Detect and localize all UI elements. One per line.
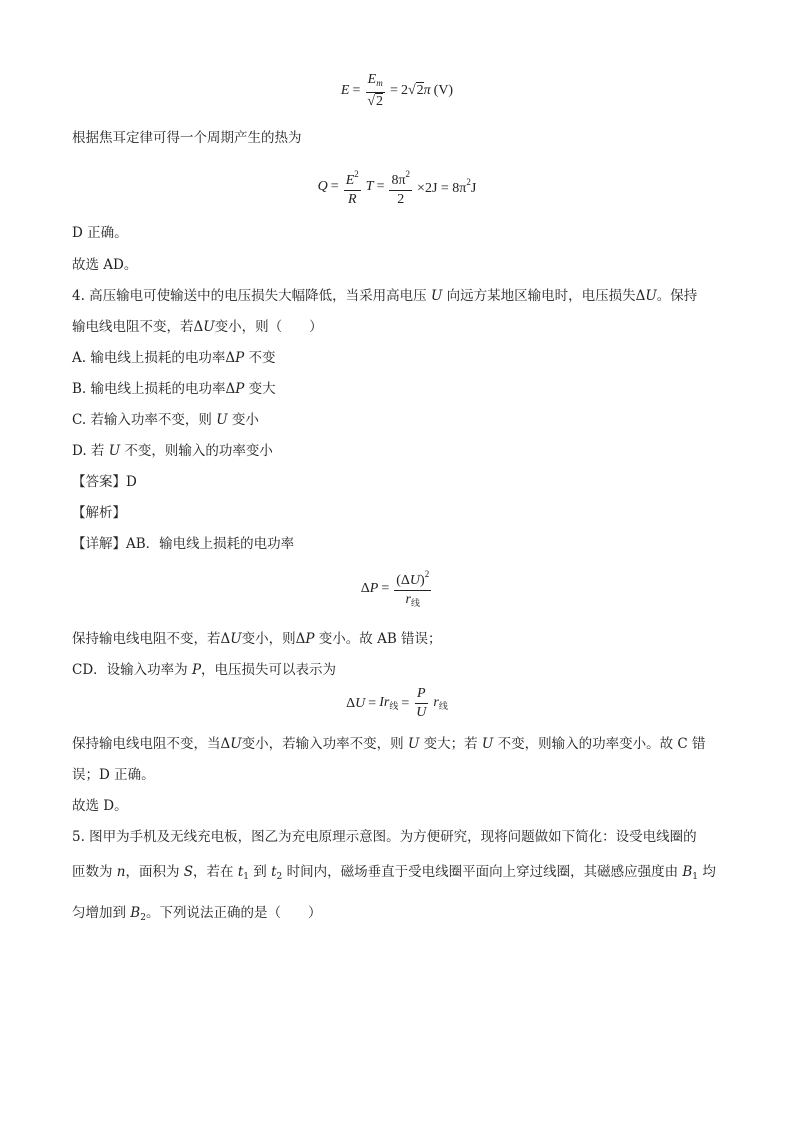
text: C. 若输入功率不变，则: [72, 412, 217, 428]
text: 匝数为: [72, 864, 117, 880]
text: 。保持: [656, 288, 698, 304]
text: 向远方某地区输电时，电压损失Δ: [442, 288, 646, 304]
formula-symbol: ): [420, 573, 425, 588]
q5-stem-line1: 5. 图甲为手机及无线充电板，图乙为充电原理示意图。为方便研究，现将问题做如下简化：设受电线圈的: [72, 829, 697, 845]
formula-subscript: 线: [438, 701, 448, 711]
formula-superscript: 2: [424, 569, 430, 579]
formula-symbol: U: [416, 705, 427, 720]
formula-symbol: ×2J = 8π: [417, 181, 467, 196]
formula-symbol: E: [345, 173, 355, 188]
symbol-p: P: [235, 350, 245, 366]
q5-stem-line2: [72, 862, 716, 887]
q4-final-answer: 故选 D。: [72, 798, 128, 814]
formula-symbol: E: [340, 83, 350, 98]
text-joule-law: 根据焦耳定律可得一个周期产生的热为: [72, 130, 302, 146]
symbol-b: B: [682, 864, 693, 880]
q4-analysis-tag: 【解析】: [72, 505, 126, 521]
text: D. 若: [72, 443, 109, 459]
q4-option-c: [72, 410, 259, 430]
detail-tag: 【详解】: [72, 536, 126, 552]
text: A. 输电线上损耗的电功率Δ: [72, 350, 236, 366]
text: 到: [249, 864, 272, 880]
symbol-u: U: [230, 631, 242, 647]
answer-tag: 【答案】: [72, 474, 126, 490]
formula-superscript: 2: [466, 177, 471, 187]
text: 输电线电阻不变，若Δ: [72, 319, 204, 335]
formula-symbol: Δ: [360, 580, 370, 596]
formula-voltage-loss: [0, 686, 794, 721]
text-d-correct: D 正确。: [72, 225, 128, 241]
formula-symbol: 8π: [391, 173, 406, 188]
formula-unit: (V): [433, 83, 454, 98]
symbol-u: U: [230, 736, 242, 752]
subscript: 2: [140, 913, 146, 923]
text: B. 输电线上损耗的电功率Δ: [72, 381, 236, 397]
text: ，电压损失可以表示为: [201, 662, 337, 678]
formula-power-loss: [0, 566, 794, 611]
formula-symbol: r: [383, 695, 390, 710]
formula-symbol: Q: [317, 179, 328, 194]
symbol-u: U: [430, 288, 443, 304]
formula-symbol: =: [390, 83, 398, 98]
q4-option-b: [72, 379, 276, 399]
q4-option-a: [72, 348, 275, 368]
formula-symbol: P: [369, 580, 379, 596]
text: 保持输电线电阻不变，若Δ: [72, 631, 231, 647]
formula-symbol: 2: [416, 83, 424, 98]
sqrt-symbol: √: [367, 94, 376, 109]
formula-subscript: 线: [410, 598, 420, 608]
formula-symbol: R: [347, 192, 357, 207]
subscript: 2: [276, 872, 283, 882]
formula-symbol: (Δ: [396, 573, 410, 588]
text: 匀增加到: [72, 905, 131, 921]
text: ，面积为: [125, 864, 184, 880]
symbol-u: U: [481, 736, 494, 752]
formula-symbol: =: [381, 580, 390, 596]
q4-stem-line2: [72, 317, 323, 337]
formula-symbol: r: [405, 592, 411, 607]
text: 变小，则（ ）: [214, 319, 323, 335]
text: 变小，则Δ: [241, 631, 306, 647]
formula-subscript: m: [376, 78, 383, 88]
fraction: [394, 566, 431, 611]
formula-symbol: r: [433, 695, 439, 710]
formula-symbol: =: [330, 179, 339, 194]
symbol-u: U: [645, 288, 657, 304]
symbol-s: S: [183, 864, 194, 880]
text-choose-ad: 故选 AD。: [72, 257, 138, 273]
q4-cd-intro: [72, 660, 336, 680]
formula-symbol: I: [379, 695, 384, 710]
q4-cd-conclusion-line1: [72, 734, 706, 754]
text: 不变，则输入的功率变小。故 C 错: [493, 736, 706, 752]
q4-answer: [72, 472, 137, 492]
subscript: 1: [692, 872, 699, 882]
formula-symbol: =: [376, 179, 385, 194]
formula-symbol: =: [368, 695, 377, 711]
text: 变大；若: [419, 736, 482, 752]
text: ，若在: [193, 864, 238, 880]
formula-symbol: U: [355, 695, 366, 711]
formula-superscript: 2: [405, 169, 411, 179]
formula-e-rms: [0, 72, 794, 110]
text: CD．设输入功率为: [72, 662, 192, 678]
symbol-u: U: [216, 412, 228, 428]
q4-detail: [72, 534, 294, 554]
text: AB．输电线上损耗的电功率: [126, 536, 295, 552]
symbol-t: t: [271, 864, 277, 880]
formula-symbol: π: [423, 83, 431, 98]
q4-ab-conclusion: [72, 629, 442, 649]
fraction: [389, 166, 412, 208]
symbol-p: P: [191, 662, 202, 678]
symbol-n: n: [116, 864, 126, 880]
q4-option-d: [72, 441, 273, 461]
formula-symbol: P: [415, 686, 428, 704]
formula-symbol: E: [367, 72, 377, 87]
symbol-p: P: [305, 631, 315, 647]
formula-symbol: U: [409, 573, 421, 588]
formula-heat: [0, 166, 794, 208]
symbol-u: U: [203, 319, 215, 335]
formula-symbol: 2: [400, 83, 408, 98]
text: 变小: [227, 412, 259, 428]
symbol-u: U: [108, 443, 121, 459]
formula-unit: J: [470, 181, 477, 196]
subscript: 1: [243, 872, 250, 882]
fraction: [414, 686, 428, 721]
formula-symbol: =: [352, 83, 361, 98]
text: 变大: [244, 381, 276, 397]
formula-symbol: 2: [376, 94, 384, 109]
text: 4. 高压输电可使输送中的电压损失大幅降低，当采用高电压: [72, 288, 431, 304]
formula-subscript: 线: [389, 701, 399, 711]
sqrt-symbol: √: [407, 83, 416, 98]
text: 。下列说法正确的是（ ）: [145, 905, 322, 921]
text: 变小，若输入功率不变，则: [241, 736, 408, 752]
fraction: [344, 166, 361, 208]
symbol-p: P: [235, 381, 245, 397]
formula-symbol: T: [365, 179, 374, 194]
text: 均: [698, 864, 716, 880]
symbol-u: U: [407, 736, 420, 752]
text: 不变: [244, 350, 276, 366]
fraction: [365, 72, 385, 110]
q4-cd-conclusion-line2: 误；D 正确。: [72, 767, 155, 783]
text: 时间内，磁场垂直于受电线圈平面向上穿过线圈，其磁感应强度由: [282, 864, 683, 880]
q5-stem-line3: [72, 903, 321, 928]
formula-symbol: =: [401, 695, 410, 711]
answer-value: D: [126, 474, 137, 490]
symbol-t: t: [237, 864, 244, 880]
text: 不变，则输入的功率变小: [120, 443, 273, 459]
formula-symbol: Δ: [346, 695, 356, 711]
q4-stem-line1: [72, 286, 697, 306]
text: 保持输电线电阻不变，当Δ: [72, 736, 231, 752]
formula-superscript: 2: [354, 169, 359, 179]
symbol-b: B: [130, 905, 141, 921]
formula-symbol: 2: [397, 192, 405, 207]
text: 变小。故 AB 错误；: [314, 631, 442, 647]
